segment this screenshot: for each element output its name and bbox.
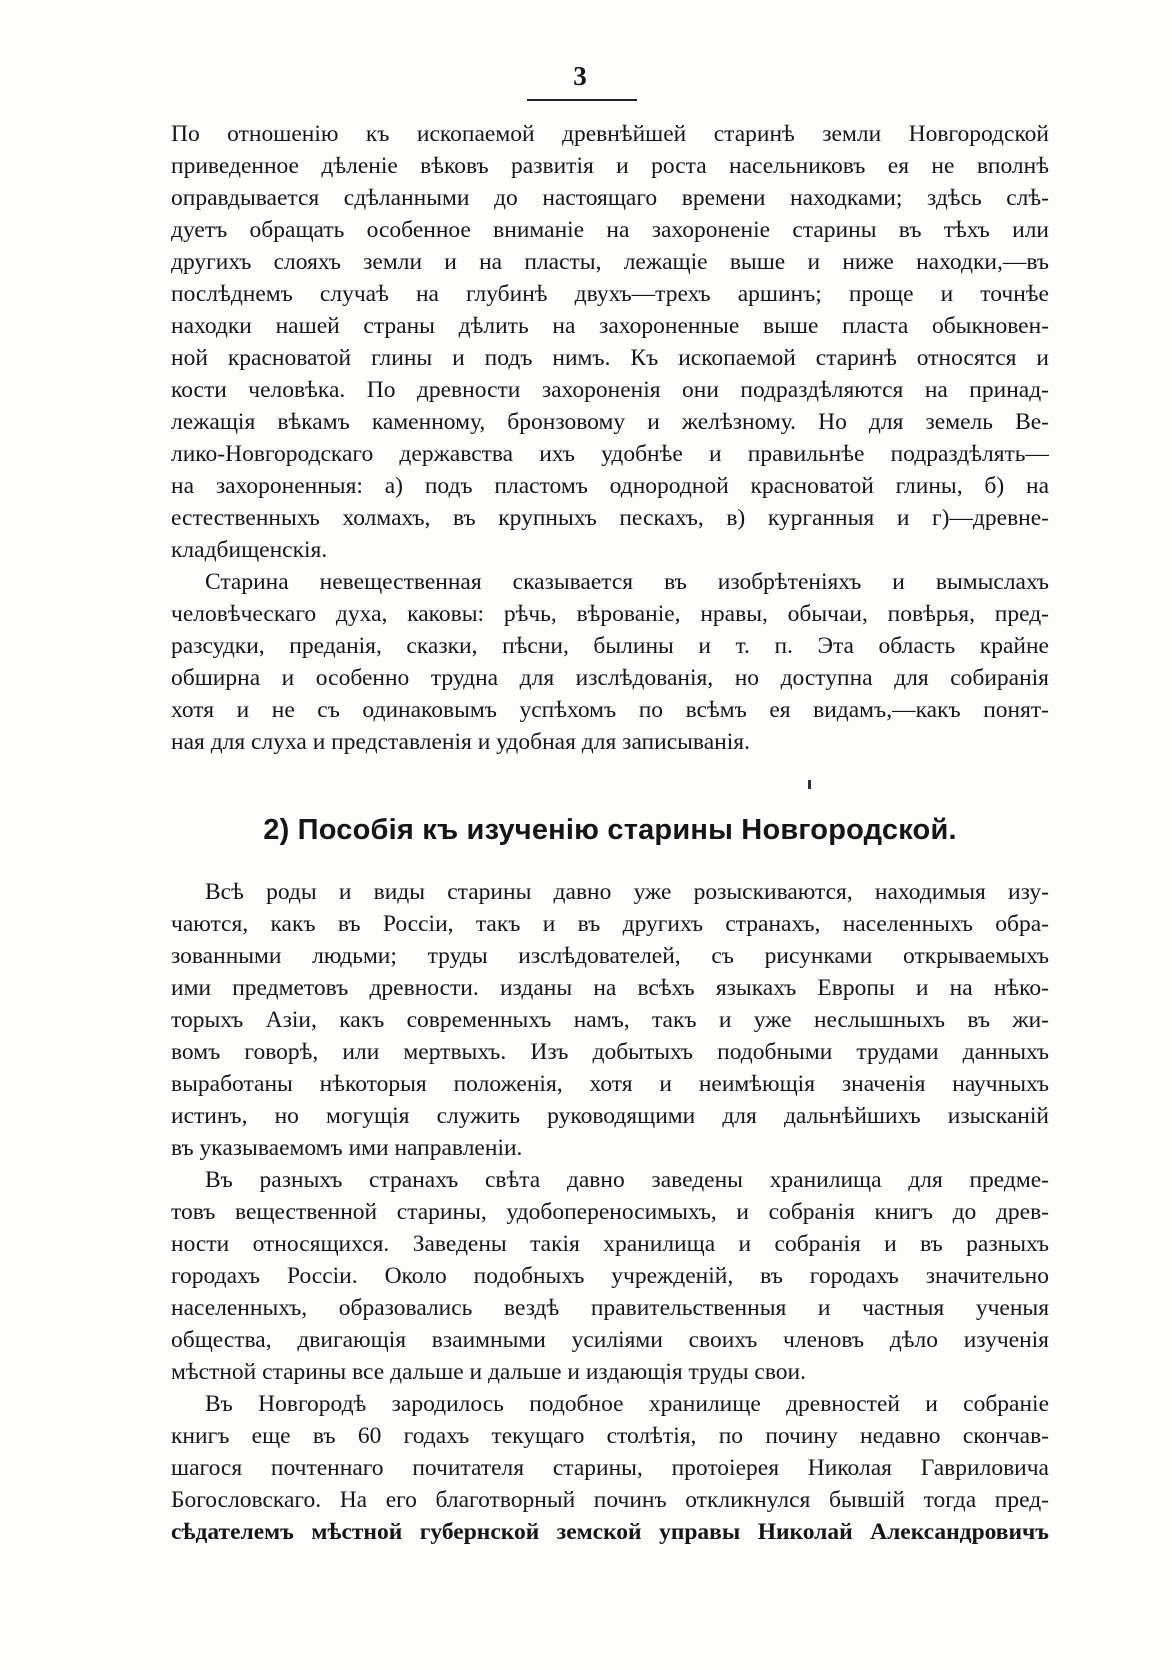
text-line: Старина невещественная сказывается въ изобрѣтеніяхъ и вымыслахъ	[205, 569, 1049, 595]
text-line: книгъ еще въ 60 годахъ текущаго столѣтія, по почину недавно скончав-	[171, 1423, 1049, 1449]
text-line: торыхъ Азіи, какъ современныхъ намъ, такъ и уже неслышныхъ въ жи-	[171, 1007, 1049, 1033]
text-line: Въ разныхъ странахъ свѣта давно заведены хранилища для предме-	[205, 1167, 1049, 1193]
text-line: кости человѣка. По древности захороненія они подраздѣляются на принад-	[171, 377, 1049, 403]
page-number-rule	[527, 99, 637, 101]
text-line: Всѣ роды и виды старины давно уже розыскиваются, находимыя изу-	[205, 879, 1049, 905]
text-line: общества, двигающія взаимными усиліями своихъ членовъ дѣло изученія	[171, 1327, 1049, 1353]
text-line: обширна и особенно трудна для изслѣдованія, но доступна для собиранія	[171, 665, 1049, 691]
text-line: разсудки, преданія, сказки, пѣсни, былины и т. п. Эта область крайне	[171, 633, 1049, 659]
page-number: 3	[573, 61, 587, 91]
text-line: лико-Новгородскаго державства ихъ удобнѣе и правильнѣе подраздѣлять—	[171, 441, 1049, 467]
section-heading: 2) Пособія къ изученію старины Новгородской.	[263, 814, 957, 846]
text-line: ной красноватой глины и подъ нимъ. Къ ископаемой старинѣ относятся и	[171, 345, 1049, 371]
text-line: находки нашей страны дѣлить на захороненные выше пласта обыкновен-	[171, 313, 1049, 339]
text-line: По отношенію къ ископаемой древнѣйшей старинѣ земли Новгородской	[171, 121, 1049, 147]
print-speck	[808, 780, 811, 789]
text-line: Богословскаго. На его благотворный починъ откликнулся бывшій тогда пред-	[171, 1487, 1049, 1513]
text-line: ная для слуха и представленія и удобная для записыванія.	[171, 729, 750, 755]
text-line: Въ Новгородѣ зародилось подобное хранилище древностей и собраніе	[205, 1391, 1049, 1417]
text-line: ими предметовъ древности. изданы на всѣхъ языкахъ Европы и на нѣко-	[171, 975, 1049, 1001]
text-line: дуетъ обращать особенное вниманіе на захороненіе старины въ тѣхъ или	[171, 217, 1049, 243]
text-line: на захороненныя: а) подъ пластомъ однородной красноватой глины, б) на	[171, 473, 1049, 499]
text-line: выработаны нѣкоторыя положенія, хотя и неимѣющія значенія научныхъ	[171, 1071, 1049, 1097]
text-line: населенныхъ, образовались вездѣ правительственныя и частныя ученыя	[171, 1295, 1049, 1321]
text-line: истинъ, но могущія служить руководящими для дальнѣйшихъ изысканій	[171, 1103, 1049, 1129]
text-line: мѣстной старины все дальше и дальше и издающія труды свои.	[171, 1359, 806, 1385]
text-line: другихъ слояхъ земли и на пласты, лежащіе выше и ниже находки,—въ	[171, 249, 1049, 275]
text-line: оправдывается сдѣланными до настоящаго времени находками; здѣсь слѣ-	[171, 185, 1049, 211]
text-line: въ указываемомъ ими направленіи.	[171, 1135, 523, 1161]
text-line: городахъ Россіи. Около подобныхъ учрежденій, въ городахъ значительно	[171, 1263, 1049, 1289]
text-line: шагося почтеннаго почитателя старины, протоіерея Николая Гавриловича	[171, 1455, 1049, 1481]
text-line: товъ вещественной старины, удобопереносимыхъ, и собранія книгъ до древ-	[171, 1199, 1049, 1225]
text-line: чаются, какъ въ Россіи, такъ и въ другихъ странахъ, населенныхъ обра-	[171, 911, 1049, 937]
text-line: вомъ говорѣ, или мертвыхъ. Изъ добытыхъ подобными трудами данныхъ	[171, 1039, 1049, 1065]
text-line: ности относящихся. Заведены такія хранилища и собранія и въ разныхъ	[171, 1231, 1049, 1257]
text-line: послѣднемъ случаѣ на глубинѣ двухъ—трехъ аршинъ; проще и точнѣе	[171, 281, 1049, 307]
text-line: сѣдателемъ мѣстной губернской земской управы Николай Александровичъ	[171, 1519, 1049, 1545]
text-line: человѣческаго духа, каковы: рѣчь, вѣрованіе, нравы, обычаи, повѣрья, пред-	[171, 601, 1049, 627]
text-line: хотя и не съ одинаковымъ успѣхомъ по всѣмъ ея видамъ,—какъ понят-	[171, 697, 1049, 723]
text-line: лежащія вѣкамъ каменному, бронзовому и желѣзному. Но для земель Ве-	[171, 409, 1049, 435]
text-line: кладбищенскія.	[171, 537, 328, 563]
text-line: приведенное дѣленіе вѣковъ развитія и роста насельниковъ ея не вполнѣ	[171, 153, 1049, 179]
text-line: зованными людьми; труды изслѣдователей, съ рисунками открываемыхъ	[171, 943, 1049, 969]
text-line: естественныхъ холмахъ, въ крупныхъ пескахъ, в) курганныя и г)—древне-	[171, 505, 1049, 531]
